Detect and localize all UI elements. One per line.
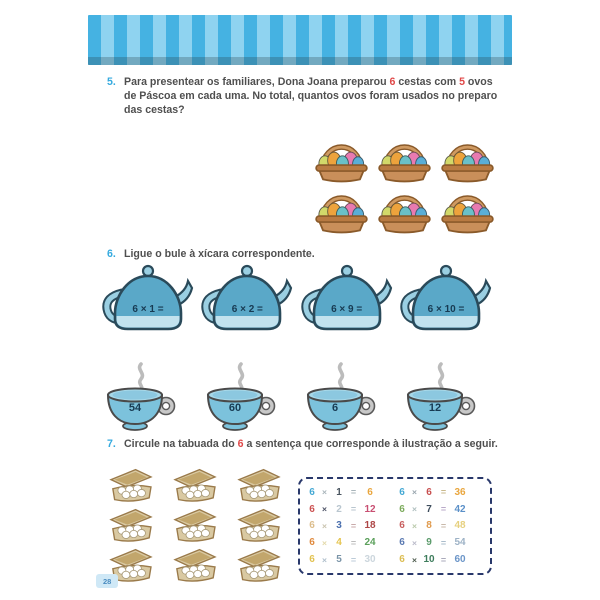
equation-row[interactable]: [396, 535, 484, 552]
equation-factor-b: 8: [426, 520, 432, 532]
equation-result: 54: [454, 537, 466, 549]
multiply-icon: ×: [412, 520, 417, 531]
multiply-icon: ×: [412, 554, 417, 565]
equation-row[interactable]: [306, 484, 394, 501]
cups-row: [104, 361, 482, 437]
egg-carton-icon: [165, 466, 225, 506]
equals-icon: =: [350, 504, 357, 515]
equation-factor-b: 7: [426, 503, 432, 515]
striped-header-banner: [88, 15, 512, 65]
teacup-value: 6: [331, 402, 339, 414]
easter-basket-icon: [311, 187, 372, 235]
equation-factor-b: 1: [336, 486, 342, 498]
easter-basket-icon: [374, 136, 435, 184]
equation-result: 12: [364, 503, 376, 515]
easter-basket-icon: [437, 187, 498, 235]
equation-factor-a: 6: [399, 486, 405, 498]
table-left-column: [306, 484, 394, 568]
question-5-number: 5.: [107, 76, 116, 88]
equation-factor-b: 10: [423, 554, 435, 566]
egg-carton-icon: [165, 546, 225, 586]
multiply-icon: ×: [322, 520, 327, 531]
teapot: [400, 263, 492, 339]
question-7-number: 7.: [107, 438, 116, 450]
question-7-text: [107, 438, 503, 452]
equals-icon: =: [440, 554, 447, 565]
equation-factor-a: 6: [309, 537, 315, 549]
equation-result: 60: [454, 554, 466, 566]
equation-factor-a: 6: [309, 486, 315, 498]
equation-factor-a: 6: [309, 554, 315, 566]
equation-result: 36: [454, 486, 466, 498]
equals-icon: =: [350, 554, 357, 565]
equation-factor-a: 6: [309, 520, 315, 532]
q5-highlight-5: 5: [459, 76, 465, 88]
q5-text-part1: Para presentear os familiares, Dona Joana preparou: [124, 76, 390, 88]
equation-factor-b: 9: [426, 537, 432, 549]
question-6-number: 6.: [107, 248, 116, 260]
easter-basket-icon: [437, 136, 498, 184]
equals-icon: =: [350, 537, 357, 548]
equation-factor-b: 5: [336, 554, 342, 566]
easter-basket-icon: [311, 136, 372, 184]
question-5-text: [107, 76, 503, 118]
equation-factor-b: 3: [336, 520, 342, 532]
equals-icon: =: [440, 537, 447, 548]
egg-carton-icon: [101, 466, 161, 506]
equals-icon: =: [350, 520, 357, 531]
multiply-icon: ×: [322, 537, 327, 548]
equation-factor-a: 6: [399, 503, 405, 515]
teapots-row: [102, 263, 492, 339]
question-6-text: Ligue o bule à xícara correspondente.: [124, 248, 315, 260]
egg-carton-icon: [165, 506, 225, 546]
question-5: [107, 76, 503, 118]
equation-result: 6: [367, 486, 373, 498]
teapot-icon: [301, 263, 393, 339]
teacup-icon: [404, 361, 482, 437]
teapot-expression: 6 × 1 =: [132, 304, 164, 315]
question-7: [107, 438, 503, 452]
teapot-icon: [400, 263, 492, 339]
multiply-icon: ×: [412, 504, 417, 515]
equals-icon: =: [440, 520, 447, 531]
teacup: [104, 361, 182, 437]
q7-highlight-6: 6: [237, 438, 244, 450]
table-right-column: [396, 484, 484, 568]
equation-row[interactable]: [396, 551, 484, 568]
question-6: [107, 248, 503, 262]
multiplication-table-of-6: [298, 477, 492, 575]
easter-basket-icon: [374, 187, 435, 235]
multiply-icon: ×: [322, 504, 327, 515]
multiply-icon: ×: [412, 537, 417, 548]
teapot: [201, 263, 293, 339]
q5-text-part3: ovos de Páscoa em cada uma. No total, quantos ovos foram usados no preparo das cestas?: [124, 76, 498, 116]
teapot-icon: [102, 263, 194, 339]
equation-row[interactable]: [396, 484, 484, 501]
teapot-expression: 6 × 10 =: [427, 304, 465, 315]
teacup: [404, 361, 482, 437]
equation-factor-b: 2: [336, 503, 342, 515]
q5-text-part2: cestas com: [395, 76, 460, 88]
teapot-expression: 6 × 2 =: [231, 304, 263, 315]
equation-factor-a: 6: [399, 554, 405, 566]
teacup: [204, 361, 282, 437]
equation-factor-b: 6: [426, 486, 432, 498]
equation-result: 30: [364, 554, 376, 566]
multiply-icon: ×: [322, 554, 327, 565]
equation-result: 24: [364, 537, 376, 549]
equation-factor-a: 6: [399, 537, 405, 549]
equation-factor-a: 6: [309, 503, 315, 515]
teacup-value: 12: [428, 402, 442, 414]
teacup: [304, 361, 382, 437]
teacup-icon: [204, 361, 282, 437]
equation-factor-a: 6: [399, 520, 405, 532]
equation-row[interactable]: [306, 518, 394, 535]
equation-row[interactable]: [306, 535, 394, 552]
egg-cartons-illustration: [101, 466, 297, 586]
equals-icon: =: [440, 504, 447, 515]
teapot: [102, 263, 194, 339]
equation-result: 18: [364, 520, 376, 532]
teacup-icon: [104, 361, 182, 437]
teapot-expression: 6 × 9 =: [331, 304, 363, 315]
q7-text-part1: Circule na tabuada do: [124, 438, 238, 450]
egg-carton-icon: [229, 506, 289, 546]
teacup-value: 60: [228, 402, 242, 414]
egg-carton-icon: [229, 546, 289, 586]
teapot-icon: [201, 263, 293, 339]
multiply-icon: ×: [412, 487, 417, 498]
easter-baskets-illustration: [311, 136, 503, 235]
equation-result: 42: [454, 503, 466, 515]
multiply-icon: ×: [322, 487, 327, 498]
equation-factor-b: 4: [336, 537, 342, 549]
equation-row[interactable]: [396, 518, 484, 535]
q5-highlight-6: 6: [389, 76, 396, 88]
equation-row[interactable]: [306, 501, 394, 518]
teacup-value: 54: [128, 402, 142, 414]
q7-text-part2: a sentença que corresponde à ilustração a seguir.: [243, 438, 498, 450]
equals-icon: =: [440, 487, 447, 498]
equation-row[interactable]: [396, 501, 484, 518]
teacup-icon: [304, 361, 382, 437]
equation-result: 48: [454, 520, 466, 532]
egg-carton-icon: [101, 506, 161, 546]
equation-row[interactable]: [306, 551, 394, 568]
egg-carton-icon: [229, 466, 289, 506]
equals-icon: =: [350, 487, 357, 498]
page-number: 28: [96, 574, 118, 588]
teapot: [301, 263, 393, 339]
